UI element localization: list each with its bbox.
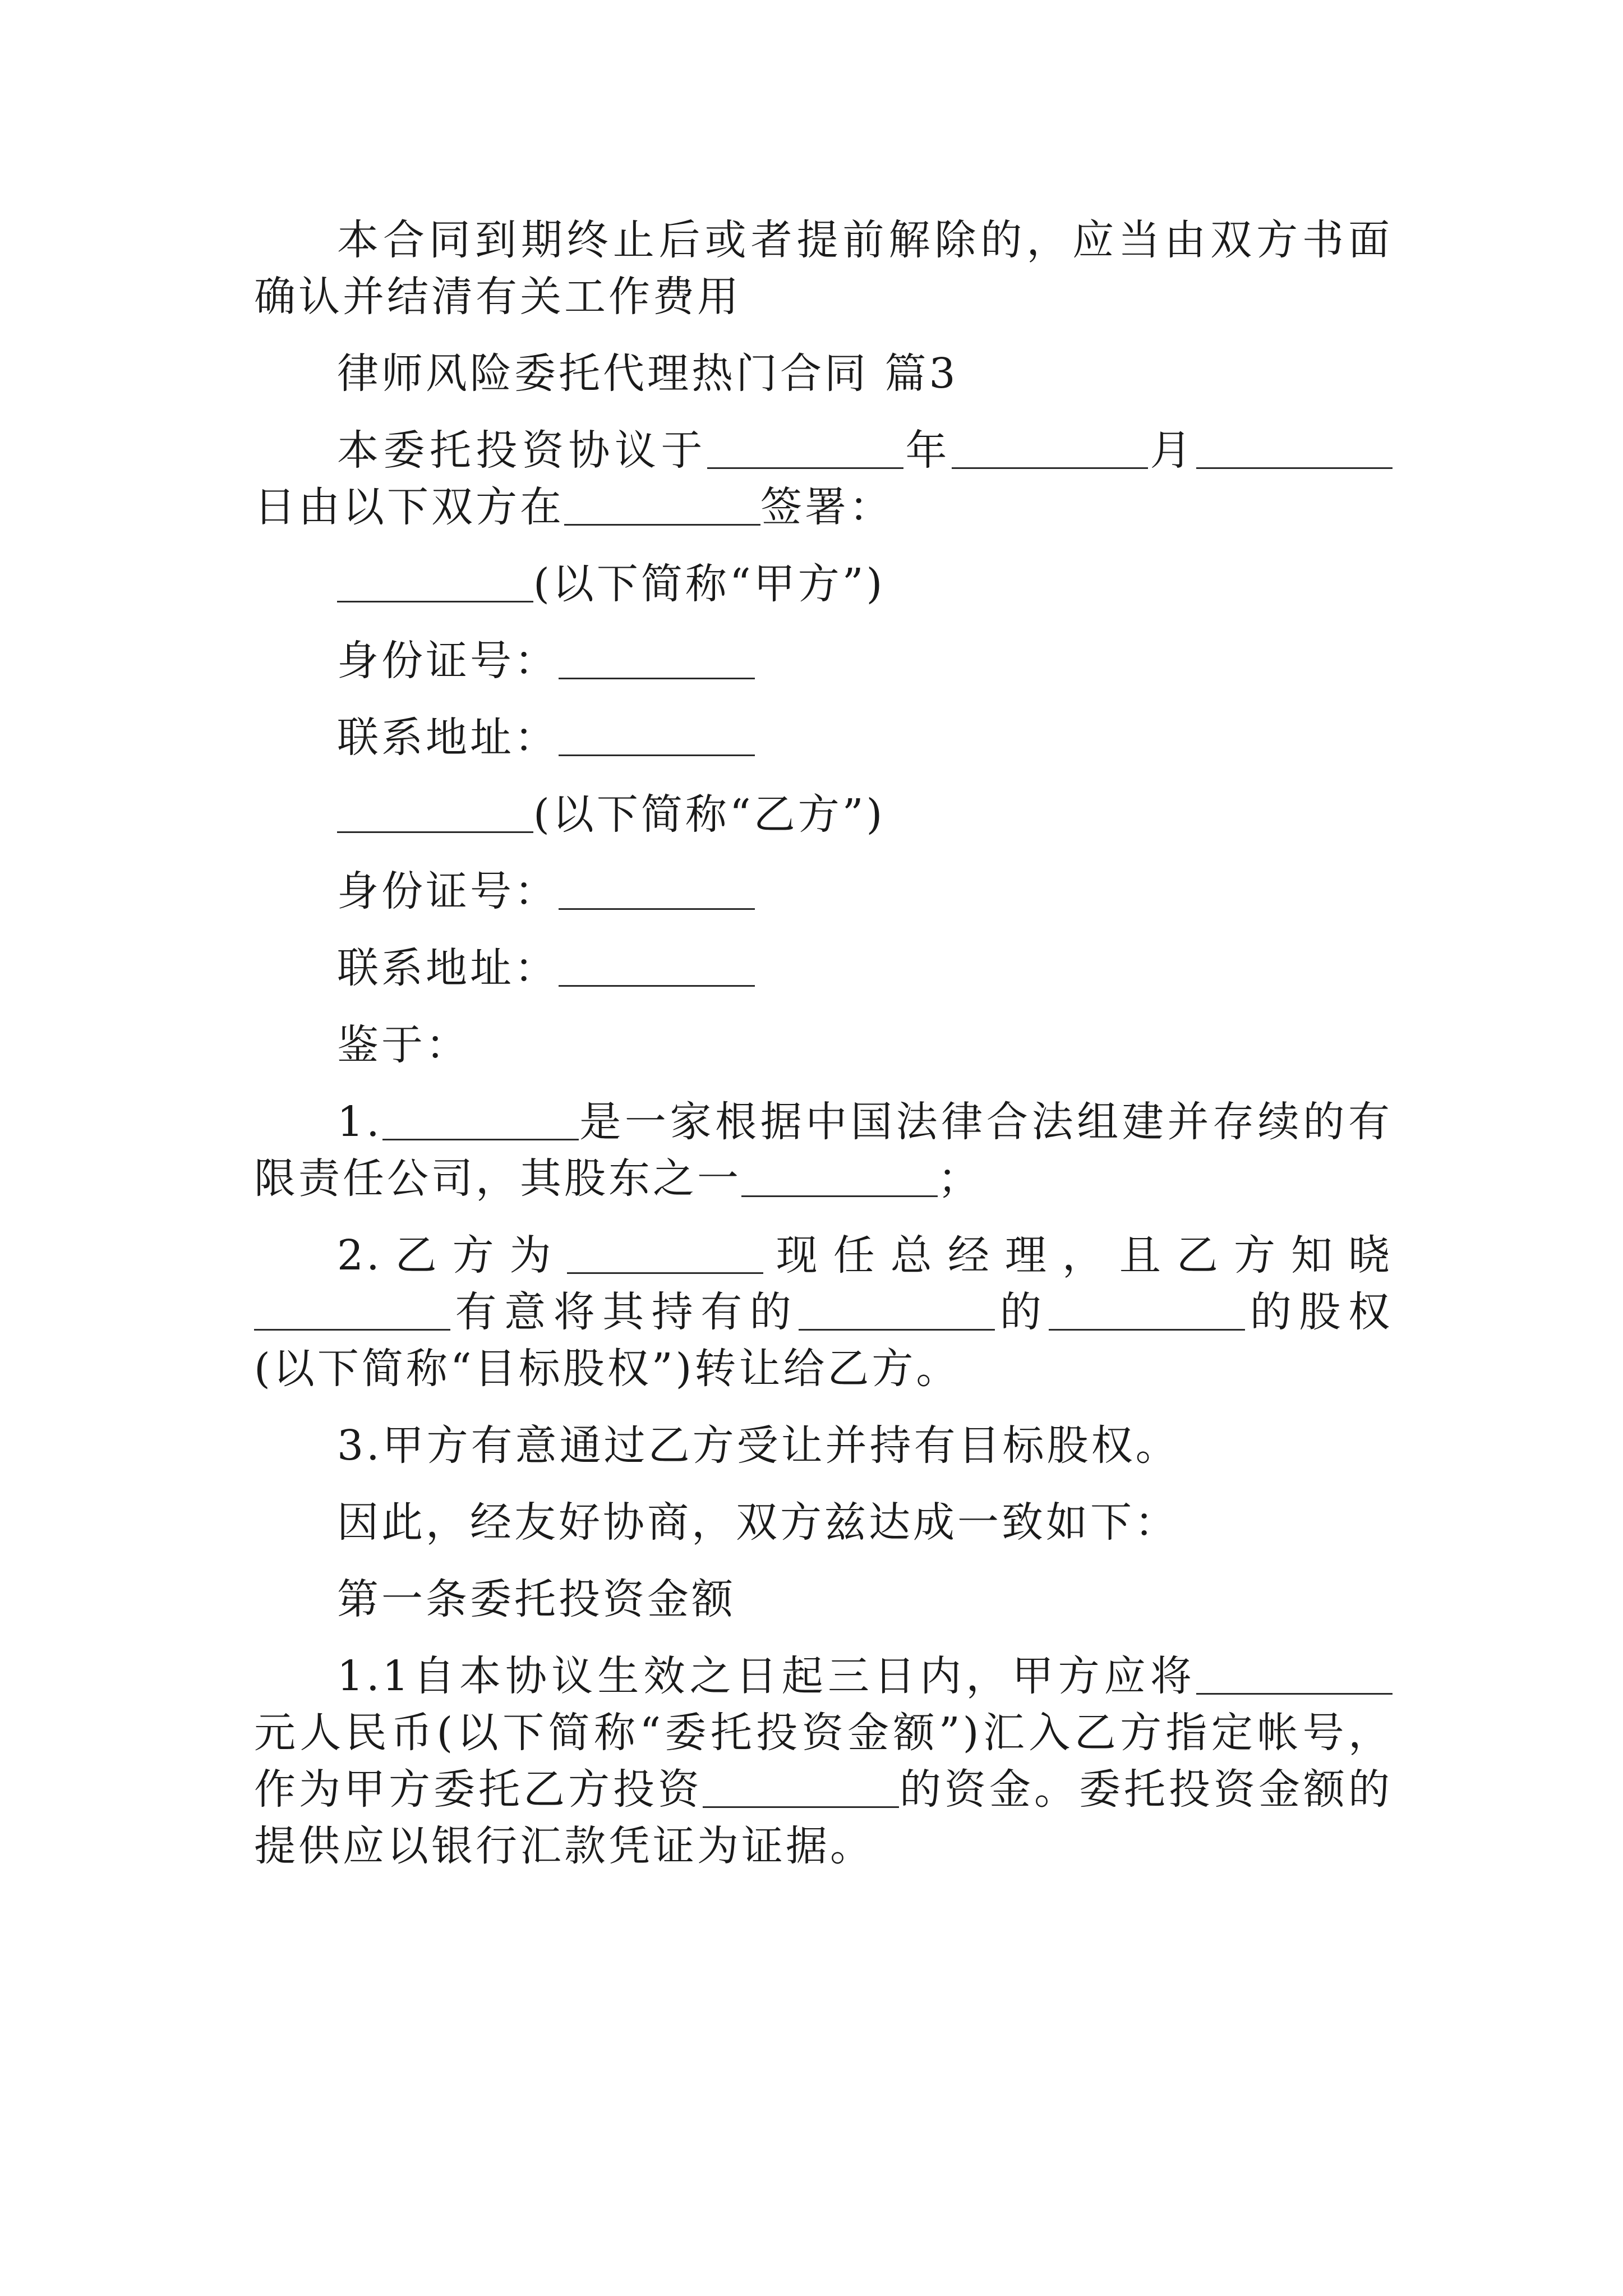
text-run: 律师风险委托代理热门合同 篇3 (337, 349, 958, 398)
party-a-id-line (254, 633, 1393, 689)
party-b-address-line (254, 940, 1393, 997)
blank-party-b-id (559, 867, 755, 910)
text-run: 联系地址： (337, 714, 559, 762)
text-run: 的资金。委托投资金额的提供应以银行汇款凭证为证据。 (254, 1765, 1393, 1870)
blank-investment-target (703, 1765, 899, 1808)
blank-target-company (799, 1287, 995, 1331)
text-run: 签署： (760, 483, 893, 531)
text-run: 的股权(以下简称“目标股权”)转让给乙方。 (254, 1288, 1393, 1393)
blank-year (707, 426, 903, 469)
recitals-heading (254, 1017, 1393, 1074)
blank-shareholder (741, 1154, 938, 1197)
blank-party-a-name (337, 559, 533, 602)
party-b-id-line (254, 863, 1393, 920)
text-run: 1. (337, 1098, 382, 1146)
text-run: 3.甲方有意通过乙方受让并持有目标股权。 (337, 1421, 1180, 1470)
article-1-heading (254, 1571, 1393, 1628)
text-run: 月 (1148, 426, 1196, 475)
text-run: 是一家根据中国法律合法组建并存续的有限责任公司，其股东之一 (254, 1098, 1393, 1203)
text-run: 日由以下双方在 (254, 483, 564, 531)
party-a-address-line (254, 710, 1393, 766)
recital-1 (254, 1094, 1393, 1207)
text-run: 年 (903, 426, 952, 475)
text-run: 1.1自本协议生效之日起三日内，甲方应将 (337, 1652, 1196, 1700)
recital-3 (254, 1418, 1393, 1474)
text-run: 元人民币(以下简称“委托投资金额”)汇入乙方指定帐号，作为甲方委托乙方投资 (254, 1709, 1393, 1814)
paragraph-signing-date (254, 422, 1393, 536)
text-run: 鉴于： (337, 1021, 470, 1069)
recital-2 (254, 1227, 1393, 1397)
blank-company-2 (567, 1231, 763, 1274)
blank-place (564, 482, 760, 526)
text-run: ； (938, 1154, 982, 1203)
section-heading-part3 (254, 346, 1393, 402)
blank-party-a-address (559, 713, 755, 756)
document-page (254, 212, 1393, 1895)
text-run: 联系地址： (337, 944, 559, 992)
blank-day (1196, 426, 1393, 469)
blank-amount (1196, 1651, 1393, 1695)
blank-holder (254, 1287, 450, 1331)
text-run: 的 (995, 1288, 1049, 1336)
paragraph-termination-clause (254, 212, 1393, 325)
text-run: 身份证号： (337, 637, 559, 685)
blank-party-a-id (559, 636, 755, 679)
text-run: 本委托投资协议于 (337, 426, 707, 475)
blank-party-b-name (337, 790, 533, 833)
blank-party-b-address (559, 944, 755, 987)
agreement-intro (254, 1494, 1393, 1551)
blank-company (382, 1097, 579, 1140)
party-b-name-line (254, 786, 1393, 843)
text-run: (以下简称“甲方”) (533, 560, 886, 608)
clause-1-1 (254, 1648, 1393, 1875)
text-run: 2.乙方为 (337, 1231, 567, 1280)
party-a-name-line (254, 556, 1393, 613)
text-run: 有意将其持有的 (450, 1288, 799, 1336)
text-run: 现任总经理，且乙方知晓 (763, 1231, 1393, 1280)
text-run: 第一条委托投资金额 (337, 1575, 736, 1623)
blank-equity-percent (1049, 1287, 1245, 1331)
text-run: 本合同到期终止后或者提前解除的，应当由双方书面确认并结清有关工作费用 (254, 216, 1393, 321)
blank-month (952, 426, 1148, 469)
text-run: 身份证号： (337, 867, 559, 915)
text-run: (以下简称“乙方”) (533, 790, 886, 839)
text-run: 因此，经友好协商，双方兹达成一致如下： (337, 1498, 1179, 1547)
